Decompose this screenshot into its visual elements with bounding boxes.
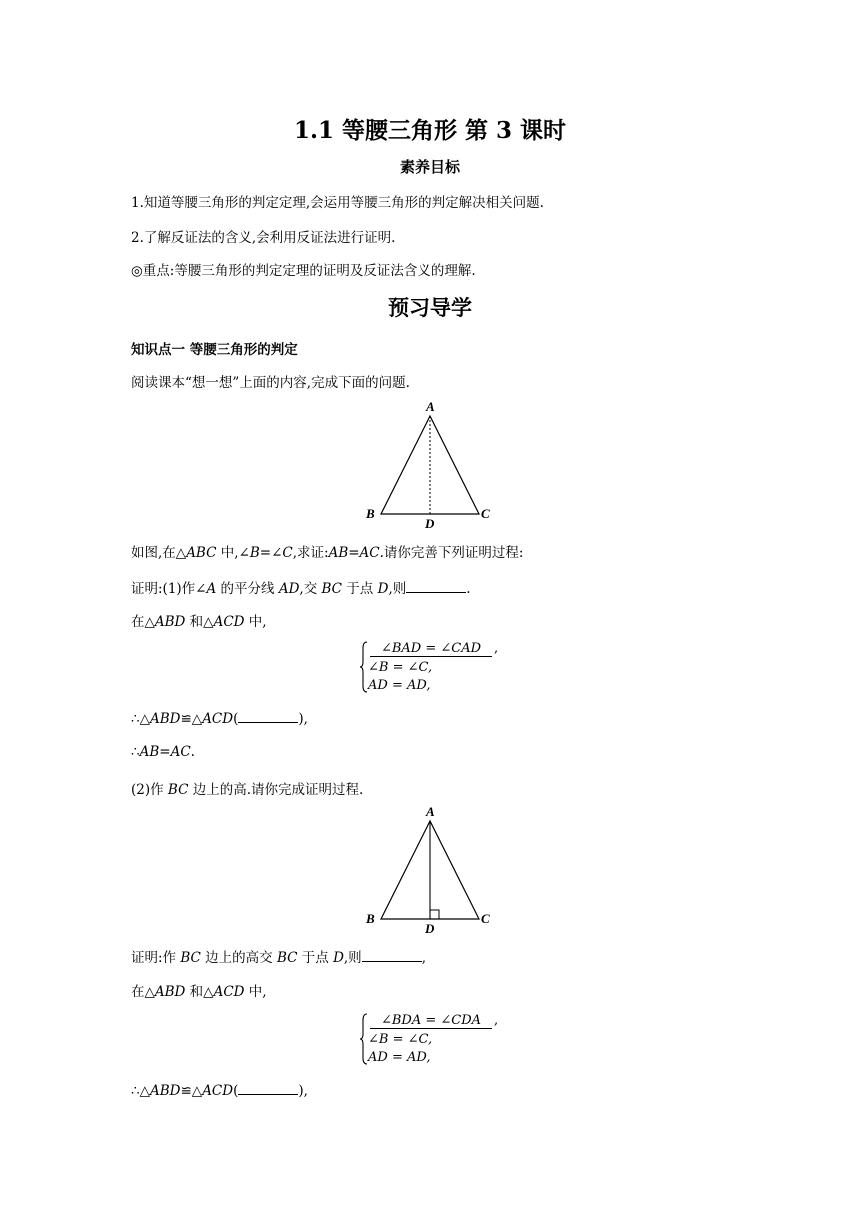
proof2-congruence: ∴△ABD≌△ACD( ), — [131, 1083, 308, 1099]
triangle-figure-bisector — [360, 398, 500, 534]
system-row-2: ∠B = ∠C, — [368, 660, 433, 675]
knowledge-point-heading: 知识点一 等腰三角形的判定 — [131, 342, 298, 358]
system-row-2: ∠B = ∠C, — [368, 1032, 433, 1047]
vertex-label-c: C — [481, 506, 490, 521]
proof1-line2: 在△ABD 和△ACD 中, — [131, 614, 267, 630]
proof1-equation-system: ∠BAD = ∠CAD , ∠B = ∠C, AD = AD, — [360, 640, 510, 696]
answer-blank-2[interactable] — [238, 710, 298, 723]
left-brace-icon — [360, 1012, 368, 1066]
goals-heading: 素养目标 — [399, 158, 460, 176]
page-title: 1.1 等腰三角形 第 3 课时 — [293, 117, 567, 144]
vertex-label-a: A — [426, 399, 435, 414]
vertex-label-a: A — [426, 804, 435, 819]
system-row-3: AD = AD, — [368, 1050, 431, 1065]
proof1-line1: 证明:(1)作∠A 的平分线 AD,交 BC 于点 D,则 . — [131, 581, 471, 597]
proof1-conclusion: ∴AB=AC. — [131, 744, 195, 760]
triangle-figure-altitude — [360, 803, 500, 939]
proof2-intro: (2)作 BC 边上的高.请你完成证明过程. — [131, 782, 364, 798]
knowledge-point-intro: 阅读课本“想一想”上面的内容,完成下面的问题. — [131, 375, 410, 391]
goal-item-2: 2.了解反证法的含义,会利用反证法进行证明. — [131, 230, 396, 246]
vertex-label-c: C — [481, 911, 490, 926]
goal-item-1: 1.知道等腰三角形的判定定理,会运用等腰三角形的判定解决相关问题. — [131, 195, 544, 211]
answer-blank-3[interactable] — [362, 949, 422, 962]
system-row-1[interactable]: ∠BDA = ∠CDA — [370, 1013, 492, 1029]
proof1-congruence: ∴△ABD≌△ACD( ), — [131, 711, 308, 727]
section-title: 预习导学 — [388, 295, 472, 320]
vertex-label-b: B — [366, 506, 375, 521]
system-row-1[interactable]: ∠BAD = ∠CAD — [370, 641, 492, 657]
vertex-label-d: D — [425, 921, 435, 935]
proof2-line2: 在△ABD 和△ACD 中, — [131, 984, 267, 1000]
system-row-3: AD = AD, — [368, 678, 431, 693]
left-brace-icon — [360, 640, 368, 694]
answer-blank-4[interactable] — [238, 1082, 298, 1095]
answer-blank-1[interactable] — [406, 580, 466, 593]
vertex-label-b: B — [366, 911, 375, 926]
proof2-line1: 证明:作 BC 边上的高交 BC 于点 D,则 , — [131, 950, 426, 966]
problem-statement: 如图,在△ABC 中,∠B=∠C,求证:AB=AC.请你完善下列证明过程: — [131, 545, 524, 561]
right-angle-mark — [430, 910, 439, 919]
proof2-equation-system: ∠BDA = ∠CDA , ∠B = ∠C, AD = AD, — [360, 1012, 510, 1068]
goal-focus: ◎重点:等腰三角形的判定定理的证明及反证法含义的理解. — [131, 263, 476, 279]
vertex-label-d: D — [425, 516, 435, 530]
